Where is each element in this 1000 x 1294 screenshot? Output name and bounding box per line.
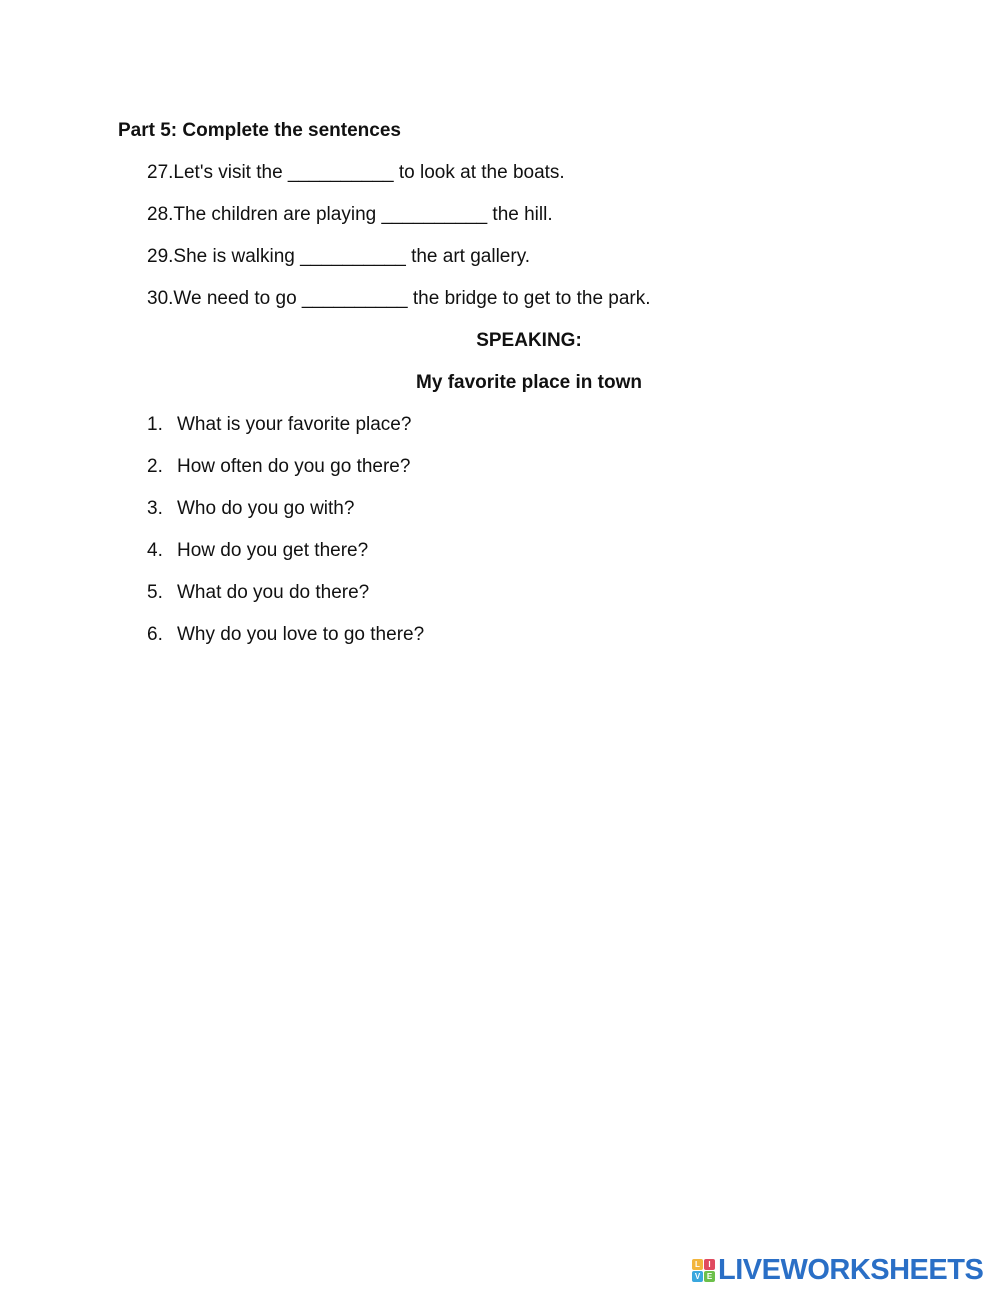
question-number: 5. [147, 582, 163, 603]
part5-heading: Part 5: Complete the sentences [118, 120, 401, 141]
sentence-30: 30.We need to go __________ the bridge to get to the park. [147, 288, 651, 309]
sentence-29: 29.She is walking __________ the art gallery. [147, 246, 531, 267]
live-logo-icon [692, 1259, 715, 1282]
question-number: 4. [147, 540, 163, 561]
question-number: 3. [147, 498, 163, 519]
question-text: How often do you go there? [177, 456, 411, 477]
liveworksheets-logo [692, 1254, 983, 1287]
question-text: How do you get there? [177, 540, 369, 561]
question-number: 6. [147, 624, 163, 645]
question-text: Who do you go with? [177, 498, 355, 519]
speaking-subtitle: My favorite place in town [416, 372, 642, 393]
question-text: Why do you love to go there? [177, 624, 425, 645]
logo-mark-letter-i: I [704, 1259, 715, 1270]
logo-wordmark: LIVEWORKSHEETS [718, 1254, 984, 1286]
sentence-28: 28.The children are playing __________ the hill. [147, 204, 553, 225]
question-number: 2. [147, 456, 163, 477]
logo-mark-letter-e: E [704, 1271, 715, 1282]
question-text: What do you do there? [177, 582, 370, 603]
logo-mark-letter-v: V [692, 1271, 703, 1282]
speaking-title: SPEAKING: [476, 330, 582, 351]
question-text: What is your favorite place? [177, 414, 412, 435]
sentence-27: 27.Let's visit the __________ to look at the boats. [147, 162, 565, 183]
question-number: 1. [147, 414, 163, 435]
logo-mark-letter-l: L [692, 1259, 703, 1270]
